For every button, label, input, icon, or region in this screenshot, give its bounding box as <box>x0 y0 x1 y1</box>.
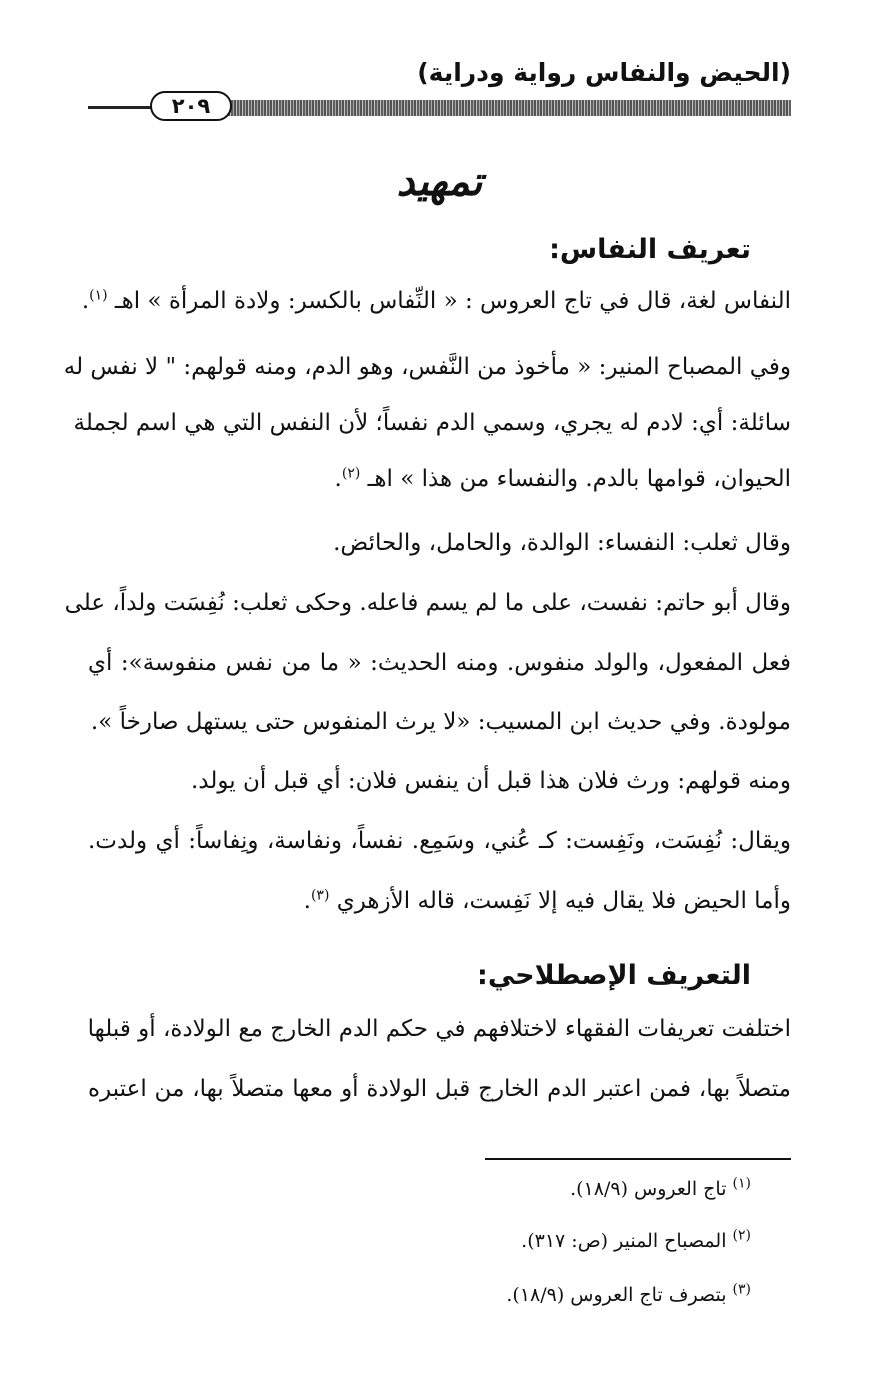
text-line: النفاس لغة، قال في تاج العروس : « النِّفاس بالكسر: ولادة المرأة » اهـ $^{(١)}$. <box>81 287 791 314</box>
text-line: ومنه قولهم: ورث فلان هذا قبل أن ينفس فلان: أي قبل أن يولد. <box>190 768 791 794</box>
text-line: متصلاً بها، فمن اعتبر الدم الخارج قبل الولادة أو معها متصلاً بها، من اعتبره <box>88 1076 791 1102</box>
text-line: وأما الحيض فلا يقال فيه إلا نَفِست، قاله الأزهري $^{(٣)}$. <box>303 887 791 914</box>
footnote-ref: (١) <box>89 287 108 304</box>
section-title-nifas-definition: تعريف النفاس: <box>549 234 751 265</box>
text-line: فعل المفعول، والولد منفوس. ومنه الحديث: « ما من نفس منفوسة»: أي <box>88 650 791 676</box>
section-title-technical-definition: التعريف الإصطلاحي: <box>477 960 751 991</box>
text-line: وقال أبو حاتم: نفست، على ما لم يسم فاعله. وحكى ثعلب: نُفِسَت ولداً، على <box>64 590 791 616</box>
footnote-ref: (٣) <box>310 887 330 904</box>
footnote: $^{(٣)}$ بتصرف تاج العروس (١٨/٩). <box>506 1281 751 1306</box>
page-number: ٢٠٩ <box>150 91 232 121</box>
footnote: $^{(١)}$ تاج العروس (١٨/٩). <box>570 1175 751 1200</box>
text-line: وقال ثعلب: النفساء: الوالدة، والحامل، والحائض. <box>333 530 791 556</box>
footnote-ref: (٢) <box>341 465 361 482</box>
text-line: سائلة: أي: لادم له يجري، وسمي الدم نفساً؛ لأن النفس التي هي اسم لجملة <box>73 410 791 436</box>
footnote-separator <box>485 1158 791 1160</box>
header-rule-textured <box>225 100 791 116</box>
running-title: (الحيض والنفاس رواية ودراية) <box>417 58 791 87</box>
text-line: مولودة. وفي حديث ابن المسيب: «لا يرث المنفوس حتى يستهل صارخاً ». <box>90 709 791 735</box>
text-line: الحيوان، قوامها بالدم. والنفساء من هذا » اهـ $^{(٢)}$. <box>334 465 791 492</box>
text-line: اختلفت تعريفات الفقهاء لاختلافهم في حكم الدم الخارج مع الولادة، أو قبلها <box>87 1016 791 1042</box>
chapter-heading: تمهيد <box>396 158 483 205</box>
text-line: ويقال: نُفِسَت، ونَفِست: كـ عُني، وسَمِع. نفساً، ونفاسة، ونِفاساً: أي ولدت. <box>88 828 791 854</box>
footnote: $^{(٢)}$ المصباح المنير (ص: ٣١٧). <box>521 1227 751 1252</box>
text-line: وفي المصباح المنير: « مأخوذ من النَّفس، وهو الدم، ومنه قولهم: " لا نفس له <box>63 354 791 380</box>
